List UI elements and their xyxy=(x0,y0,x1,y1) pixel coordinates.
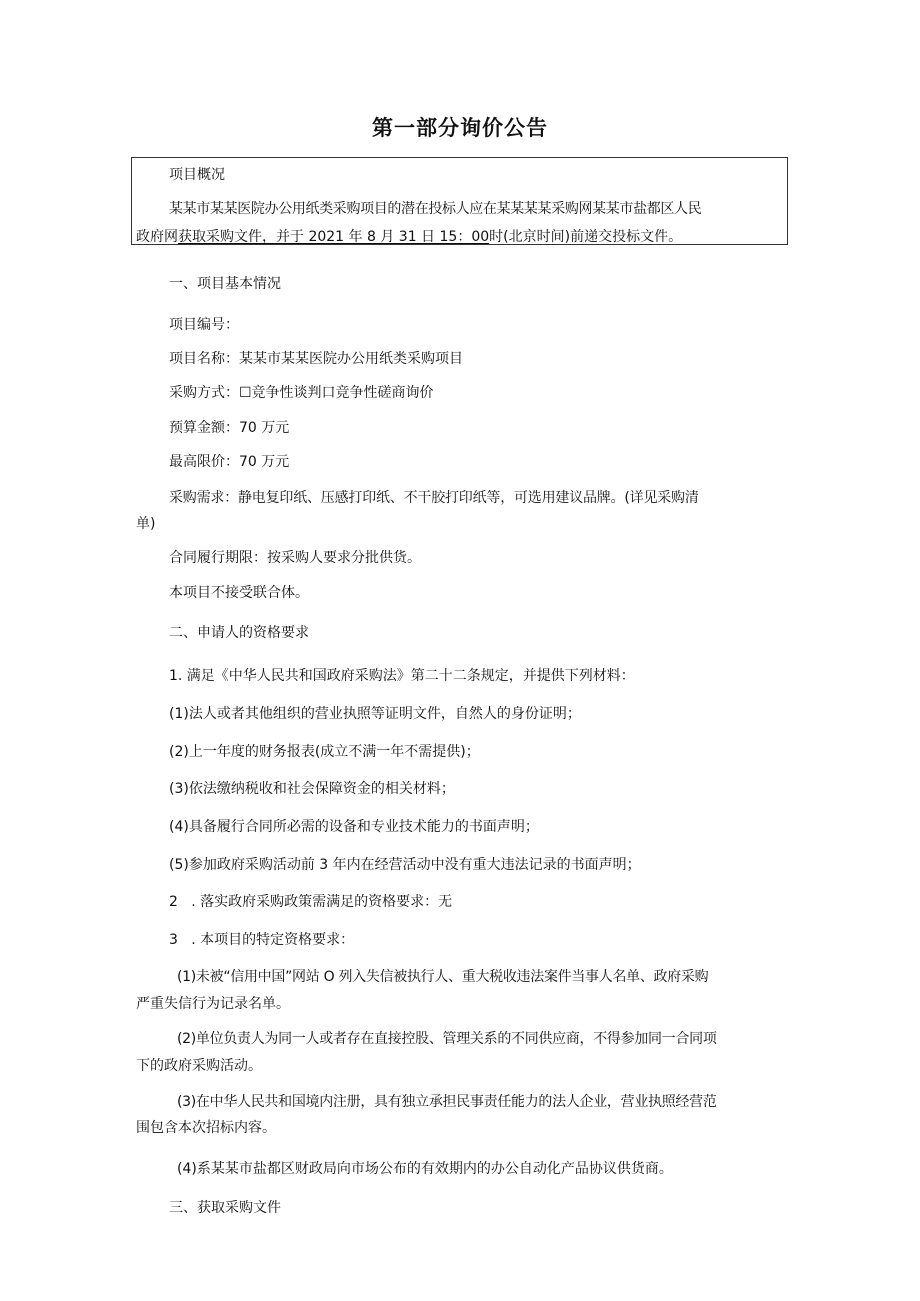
project-name: 项目名称：某某市某某医院办公用纸类采购项目 xyxy=(169,351,463,367)
section-2-heading: 二、申请人的资格要求 xyxy=(169,625,309,641)
max-price: 最高限价：70 万元 xyxy=(169,454,290,470)
overview-line-1: 某某市某某医院办公用纸类采购项目的潜在投标人应在某某某某采购网某某市盐都区人民 xyxy=(169,201,702,217)
page-title: 第一部分询价公告 xyxy=(372,116,548,140)
budget-amount: 预算金额：70 万元 xyxy=(169,420,290,436)
requirement-1-item-1: (1)法人或者其他组织的营业执照等证明文件，自然人的身份证明； xyxy=(169,706,581,722)
overview-line-2-suffix: 时(北京时间)前递交投标文件。 xyxy=(489,229,683,245)
specific-req-3-line-1: (3)在中华人民共和国境内注册，具有独立承担民事责任能力的法人企业，营业执照经营范 xyxy=(177,1094,717,1110)
procurement-demand-line-1: 采购需求：静电复印纸、压感打印纸、不干胶打印纸等，可选用建议品牌。(详见采购清 xyxy=(169,490,699,506)
project-number: 项目编号： xyxy=(169,317,239,333)
overview-deadline: 获取采购文件，并于 2021 年 8 月 31 日 15：00 xyxy=(178,229,490,245)
overview-heading: 项目概况 xyxy=(169,167,225,183)
requirement-1-item-2: (2)上一年度的财务报表(成立不满一年不需提供)； xyxy=(169,744,480,760)
specific-req-4: (4)系某某市盐都区财政局向市场公布的有效期内的办公自动化产品协议供货商。 xyxy=(177,1161,673,1177)
requirement-1-item-5: (5)参加政府采购活动前 3 年内在经营活动中没有重大违法记录的书面声明； xyxy=(169,857,641,873)
overview-line-2 xyxy=(136,228,682,246)
requirement-1-item-3: (3)依法缴纳税收和社会保障资金的相关材料； xyxy=(169,781,455,797)
specific-req-1-line-2: 严重失信行为记录名单。 xyxy=(136,996,290,1012)
requirement-3: 3 . 本项目的特定资格要求： xyxy=(169,932,355,948)
no-consortium: 本项目不接受联合体。 xyxy=(169,585,309,601)
specific-req-2-line-1: (2)单位负责人为同一人或者存在直接控股、管理关系的不同供应商，不得参加同一合同项 xyxy=(177,1031,717,1047)
section-3-heading: 三、获取采购文件 xyxy=(169,1200,281,1216)
specific-req-2-line-2: 下的政府采购活动。 xyxy=(136,1058,262,1074)
overview-line-2-prefix: 政府网 xyxy=(136,229,178,245)
specific-req-1-line-1: (1)未被“信用中国”网站 O 列入失信被执行人、重大税收违法案件当事人名单、政府采购 xyxy=(177,969,709,985)
procurement-method: 采购方式：☐竞争性谈判口竞争性磋商询价 xyxy=(169,385,434,401)
requirement-1-item-4: (4)具备履行合同所必需的设备和专业技术能力的书面声明； xyxy=(169,819,539,835)
specific-req-3-line-2: 围包含本次招标内容。 xyxy=(136,1120,276,1136)
requirement-1: 1. 满足《中华人民共和国政府采购法》第二十二条规定，并提供下列材料： xyxy=(169,668,635,684)
requirement-2: 2 . 落实政府采购政策需满足的资格要求：无 xyxy=(169,894,453,910)
contract-period: 合同履行期限：按采购人要求分批供货。 xyxy=(169,550,421,566)
procurement-demand-line-2: 单) xyxy=(136,516,156,532)
section-1-heading: 一、项目基本情况 xyxy=(169,276,281,292)
